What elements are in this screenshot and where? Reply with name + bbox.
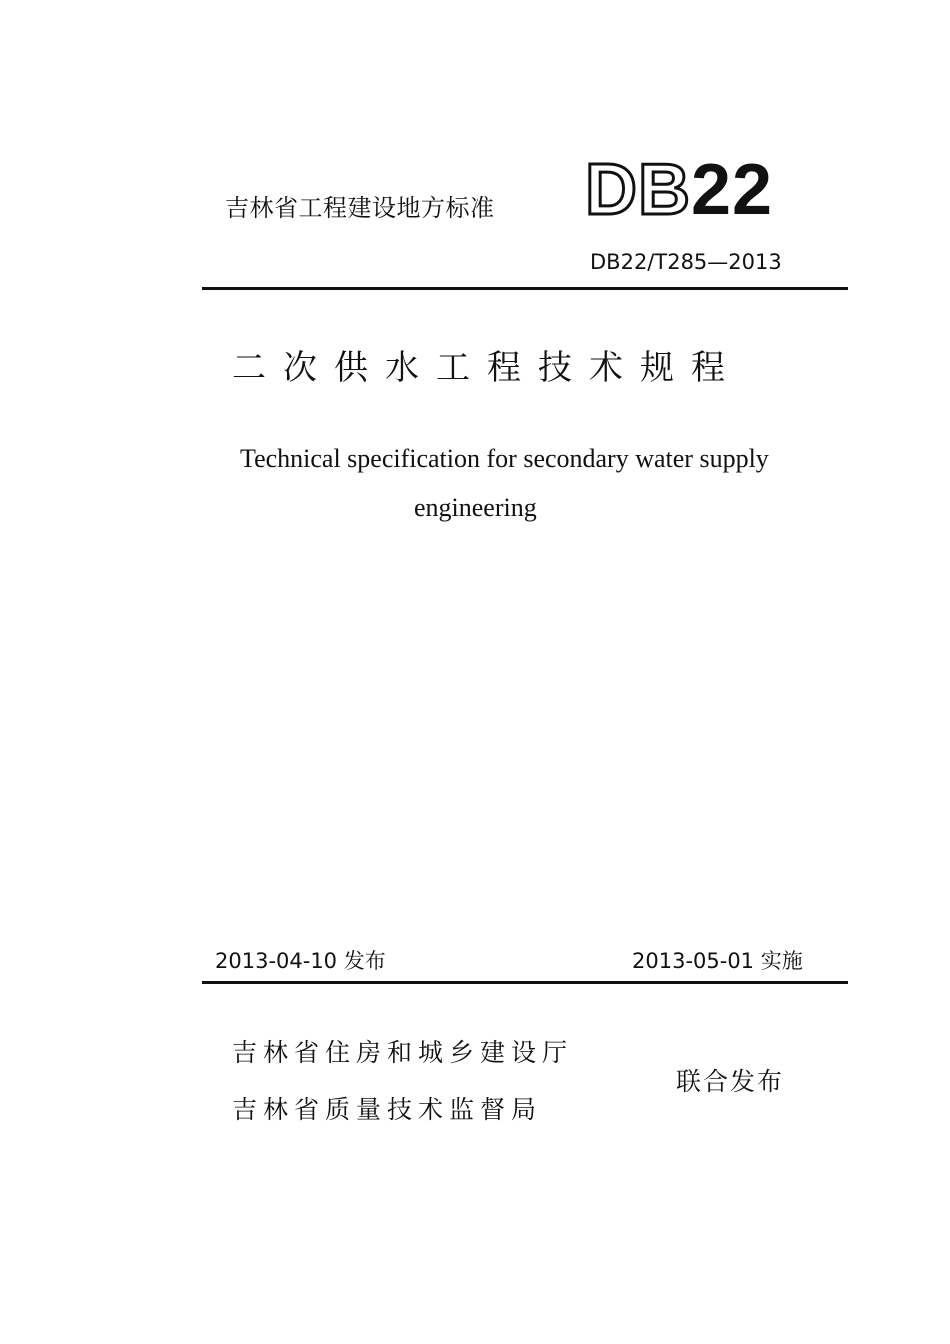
title-english-line2: engineering xyxy=(414,493,537,522)
db-logo-prefix: DB xyxy=(585,150,691,230)
issue-date: 2013-04-10 发布 xyxy=(215,949,386,973)
top-divider xyxy=(202,287,848,290)
title-english-line1: Technical specification for secondary water supply xyxy=(240,444,769,473)
db-logo-suffix: 22 xyxy=(691,150,774,230)
bottom-divider xyxy=(202,981,848,984)
db-logo xyxy=(585,150,773,230)
title-chinese: 二次供水工程技术规程 xyxy=(232,348,742,388)
publisher-housing-department: 吉林省住房和城乡建设厅 xyxy=(232,1038,574,1067)
standard-number: DB22/T285—2013 xyxy=(590,250,782,274)
publisher-quality-bureau: 吉林省质量技术监督局 xyxy=(232,1095,543,1124)
standard-category: 吉林省工程建设地方标准 xyxy=(225,194,495,222)
effective-date: 2013-05-01 实施 xyxy=(632,949,803,973)
joint-publish-label: 联合发布 xyxy=(676,1067,785,1096)
